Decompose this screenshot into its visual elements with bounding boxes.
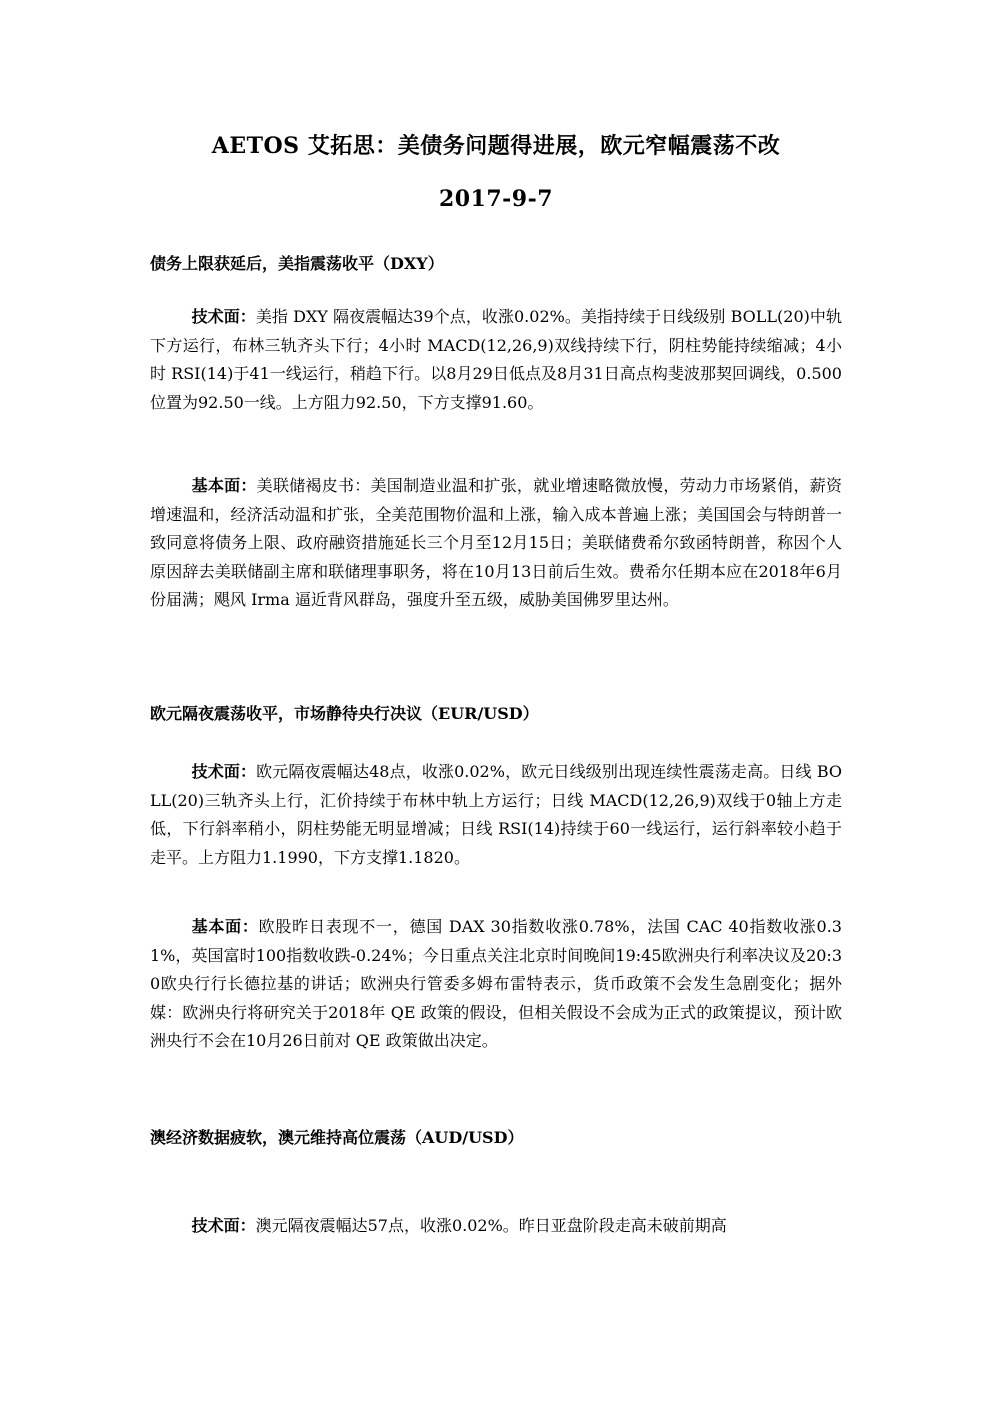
paragraph-eurusd-fundamental: [150, 913, 842, 1056]
technical-label: 技术面：: [191, 307, 256, 326]
technical-text: 澳元隔夜震幅达57点，收涨0.02%。昨日亚盘阶段走高未破前期高: [255, 1216, 727, 1235]
paragraph-audusd-technical: [150, 1212, 842, 1241]
paragraph-eurusd-technical: [150, 758, 842, 872]
paragraph-dxy-fundamental: [150, 472, 842, 615]
paragraph-dxy-technical: [150, 303, 842, 417]
technical-label: 技术面：: [191, 762, 257, 781]
fundamental-label: 基本面：: [191, 917, 259, 936]
fundamental-text: 美联储褐皮书：美国制造业温和扩张，就业增速略微放慢，劳动力市场紧俏，薪资增速温和，经济活动温和扩张，全美范围物价温和上涨，输入成本普遍上涨；美国国会与特朗普一致同意将债务上限、政府融资措施延长三个月至12月15日；美联储费希尔致函特朗普，称因个人原因辞去美联储副主席和联储理事职务，将在10月13日前后生效。费希尔任期本应在2018年6月份届满；飓风 Irma 逼近背风群岛，强度升至五级，威胁美国佛罗里达州。: [150, 476, 842, 610]
technical-text: 美指 DXY 隔夜震幅达39个点，收涨0.02%。美指持续于日线级别 BOLL(20)中轨下方运行，布林三轨齐头下行；4小时 MACD(12,26,9)双线持续下行，阴柱势能持续缩减；4小时 RSI(14)于41一线运行，稍趋下行。以8月29日低点及8月31日高点构斐波那契回调线，0.500位置为92.50一线。上方阻力92.50，下方支撑91.60。: [150, 307, 842, 412]
document-title: AETOS 艾拓思：美债务问题得进展，欧元窄幅震荡不改: [211, 133, 781, 159]
fundamental-label: 基本面：: [191, 476, 257, 495]
fundamental-text: 欧股昨日表现不一，德国 DAX 30指数收涨0.78%，法国 CAC 40指数收涨0.31%，英国富时100指数收跌-0.24%；今日重点关注北京时间晚间19:45欧洲央行利率决议及20:30欧央行行长德拉基的讲话；欧洲央行管委多姆布雷特表示，货币政策不会发生急剧变化；据外媒：欧洲央行将研究关于2018年 QE 政策的假设，但相关假设不会成为正式的政策提议，预计欧洲央行不会在10月26日前对 QE 政策做出决定。: [150, 917, 842, 1051]
section-heading-audusd: 澳经济数据疲软，澳元维持高位震荡（AUD/USD）: [150, 1128, 524, 1147]
document-date: 2017-9-7: [438, 186, 554, 212]
section-heading-dxy: 债务上限获延后，美指震荡收平（DXY）: [150, 254, 444, 273]
technical-text: 欧元隔夜震幅达48点，收涨0.02%，欧元日线级别出现连续性震荡走高。日线 BOLL(20)三轨齐头上行，汇价持续于布林中轨上方运行；日线 MACD(12,26,9)双线于0轴上方走低，下行斜率稍小，阴柱势能无明显增减；日线 RSI(14)持续于60一线运行，运行斜率较小趋于走平。上方阻力1.1990，下方支撑1.1820。: [150, 762, 842, 867]
technical-label: 技术面：: [191, 1216, 256, 1235]
section-heading-eurusd: 欧元隔夜震荡收平，市场静待央行决议（EUR/USD）: [150, 704, 539, 723]
